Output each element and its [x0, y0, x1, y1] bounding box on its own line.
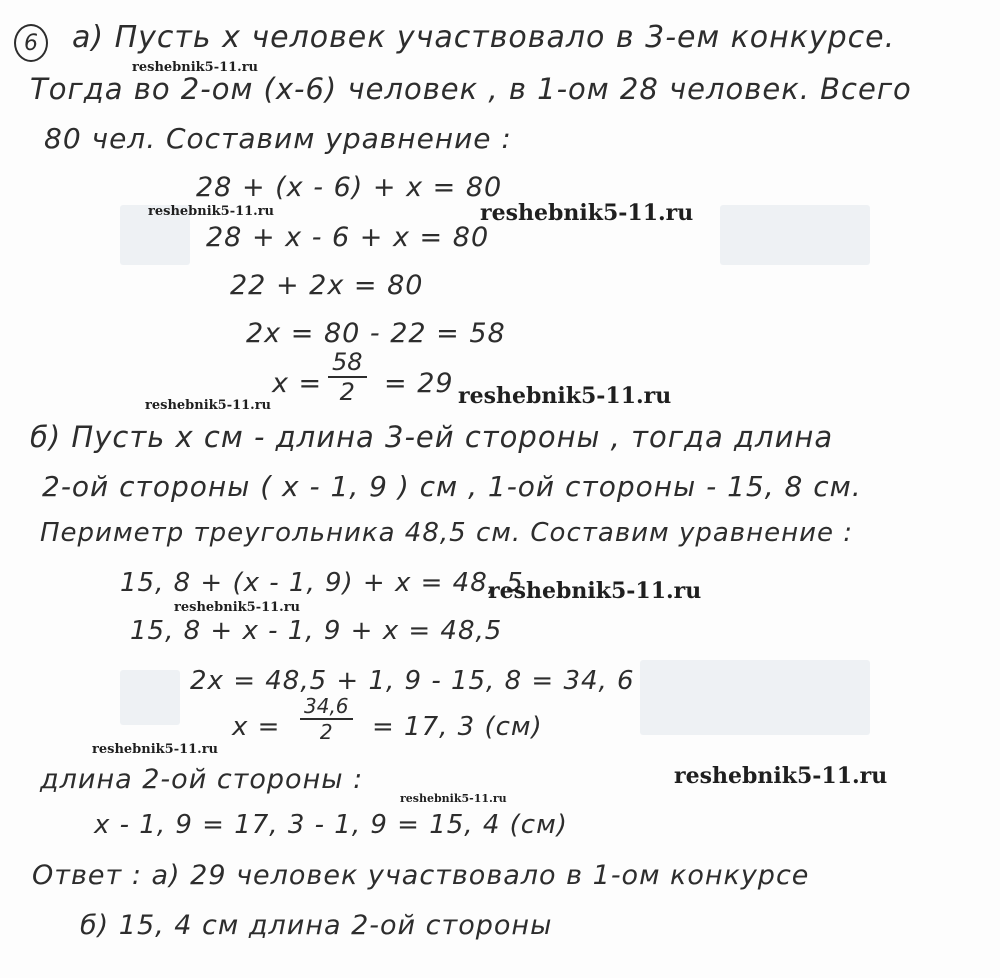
part-b-equation-1: 15, 8 + (x - 1, 9) + x = 48, 5 [120, 568, 524, 598]
watermark: reshebnik5-11.ru [145, 398, 272, 413]
part-a-fraction [328, 348, 367, 406]
watermark: reshebnik5-11.ru [92, 742, 219, 757]
part-a-line-1: а) Пусть x человек участвовало в 3-ем конкурсе. [72, 20, 896, 55]
part-b-line-1: б) Пусть x см - длина 3-ей стороны , тогда длина [30, 420, 834, 454]
bleed-through-mark [720, 205, 870, 265]
watermark: reshebnik5-11.ru [132, 60, 259, 75]
part-a-equation-5-left: x = [272, 368, 323, 399]
watermark: reshebnik5-11.ru [148, 204, 275, 219]
part-a-equation-1: 28 + (x - 6) + x = 80 [196, 172, 503, 203]
watermark: reshebnik5-11.ru [174, 600, 301, 615]
part-b-equation-4-left: x = [232, 712, 281, 742]
part-b-equation-2: 15, 8 + x - 1, 9 + x = 48,5 [130, 616, 503, 646]
watermark: reshebnik5-11.ru [400, 792, 507, 805]
answer-line-1: Ответ : а) 29 человек участвовало в 1-ом конкурсе [32, 860, 810, 891]
fraction-denominator: 2 [339, 378, 355, 406]
bleed-through-mark [120, 670, 180, 725]
part-b-equation-3: 2x = 48,5 + 1, 9 - 15, 8 = 34, 6 [190, 666, 635, 696]
bleed-through-mark [640, 660, 870, 735]
answer-line-2: б) 15, 4 см длина 2-ой стороны [80, 910, 553, 941]
part-a-equation-2: 28 + x - 6 + x = 80 [206, 222, 490, 253]
part-b-fraction [300, 694, 353, 744]
watermark: reshebnik5-11.ru [674, 763, 888, 789]
part-b-line-3: Периметр треугольника 48,5 см. Составим уравнение : [40, 518, 853, 548]
fraction-numerator: 58 [328, 348, 367, 378]
part-b-line-4: длина 2-ой стороны : [40, 764, 364, 795]
part-a-equation-4: 2x = 80 - 22 = 58 [246, 318, 506, 349]
watermark: reshebnik5-11.ru [488, 578, 702, 604]
part-a-line-2: Тогда во 2-ом (x-6) человек , в 1-ом 28 человек. Всего [30, 72, 912, 106]
part-a-equation-5-right: = 29 [384, 368, 454, 399]
watermark: reshebnik5-11.ru [458, 383, 672, 409]
part-a-line-3: 80 чел. Составим уравнение : [44, 122, 512, 155]
part-a-equation-3: 22 + 2x = 80 [230, 270, 424, 301]
problem-number: 6 [14, 24, 48, 62]
part-b-equation-4-right: = 17, 3 (см) [372, 712, 543, 742]
part-b-equation-5: x - 1, 9 = 17, 3 - 1, 9 = 15, 4 (см) [94, 810, 568, 840]
part-b-line-2: 2-ой стороны ( x - 1, 9 ) см , 1-ой стороны - 15, 8 см. [42, 470, 862, 503]
watermark: reshebnik5-11.ru [480, 200, 694, 226]
fraction-denominator: 2 [319, 720, 333, 744]
fraction-numerator: 34,6 [300, 694, 353, 720]
